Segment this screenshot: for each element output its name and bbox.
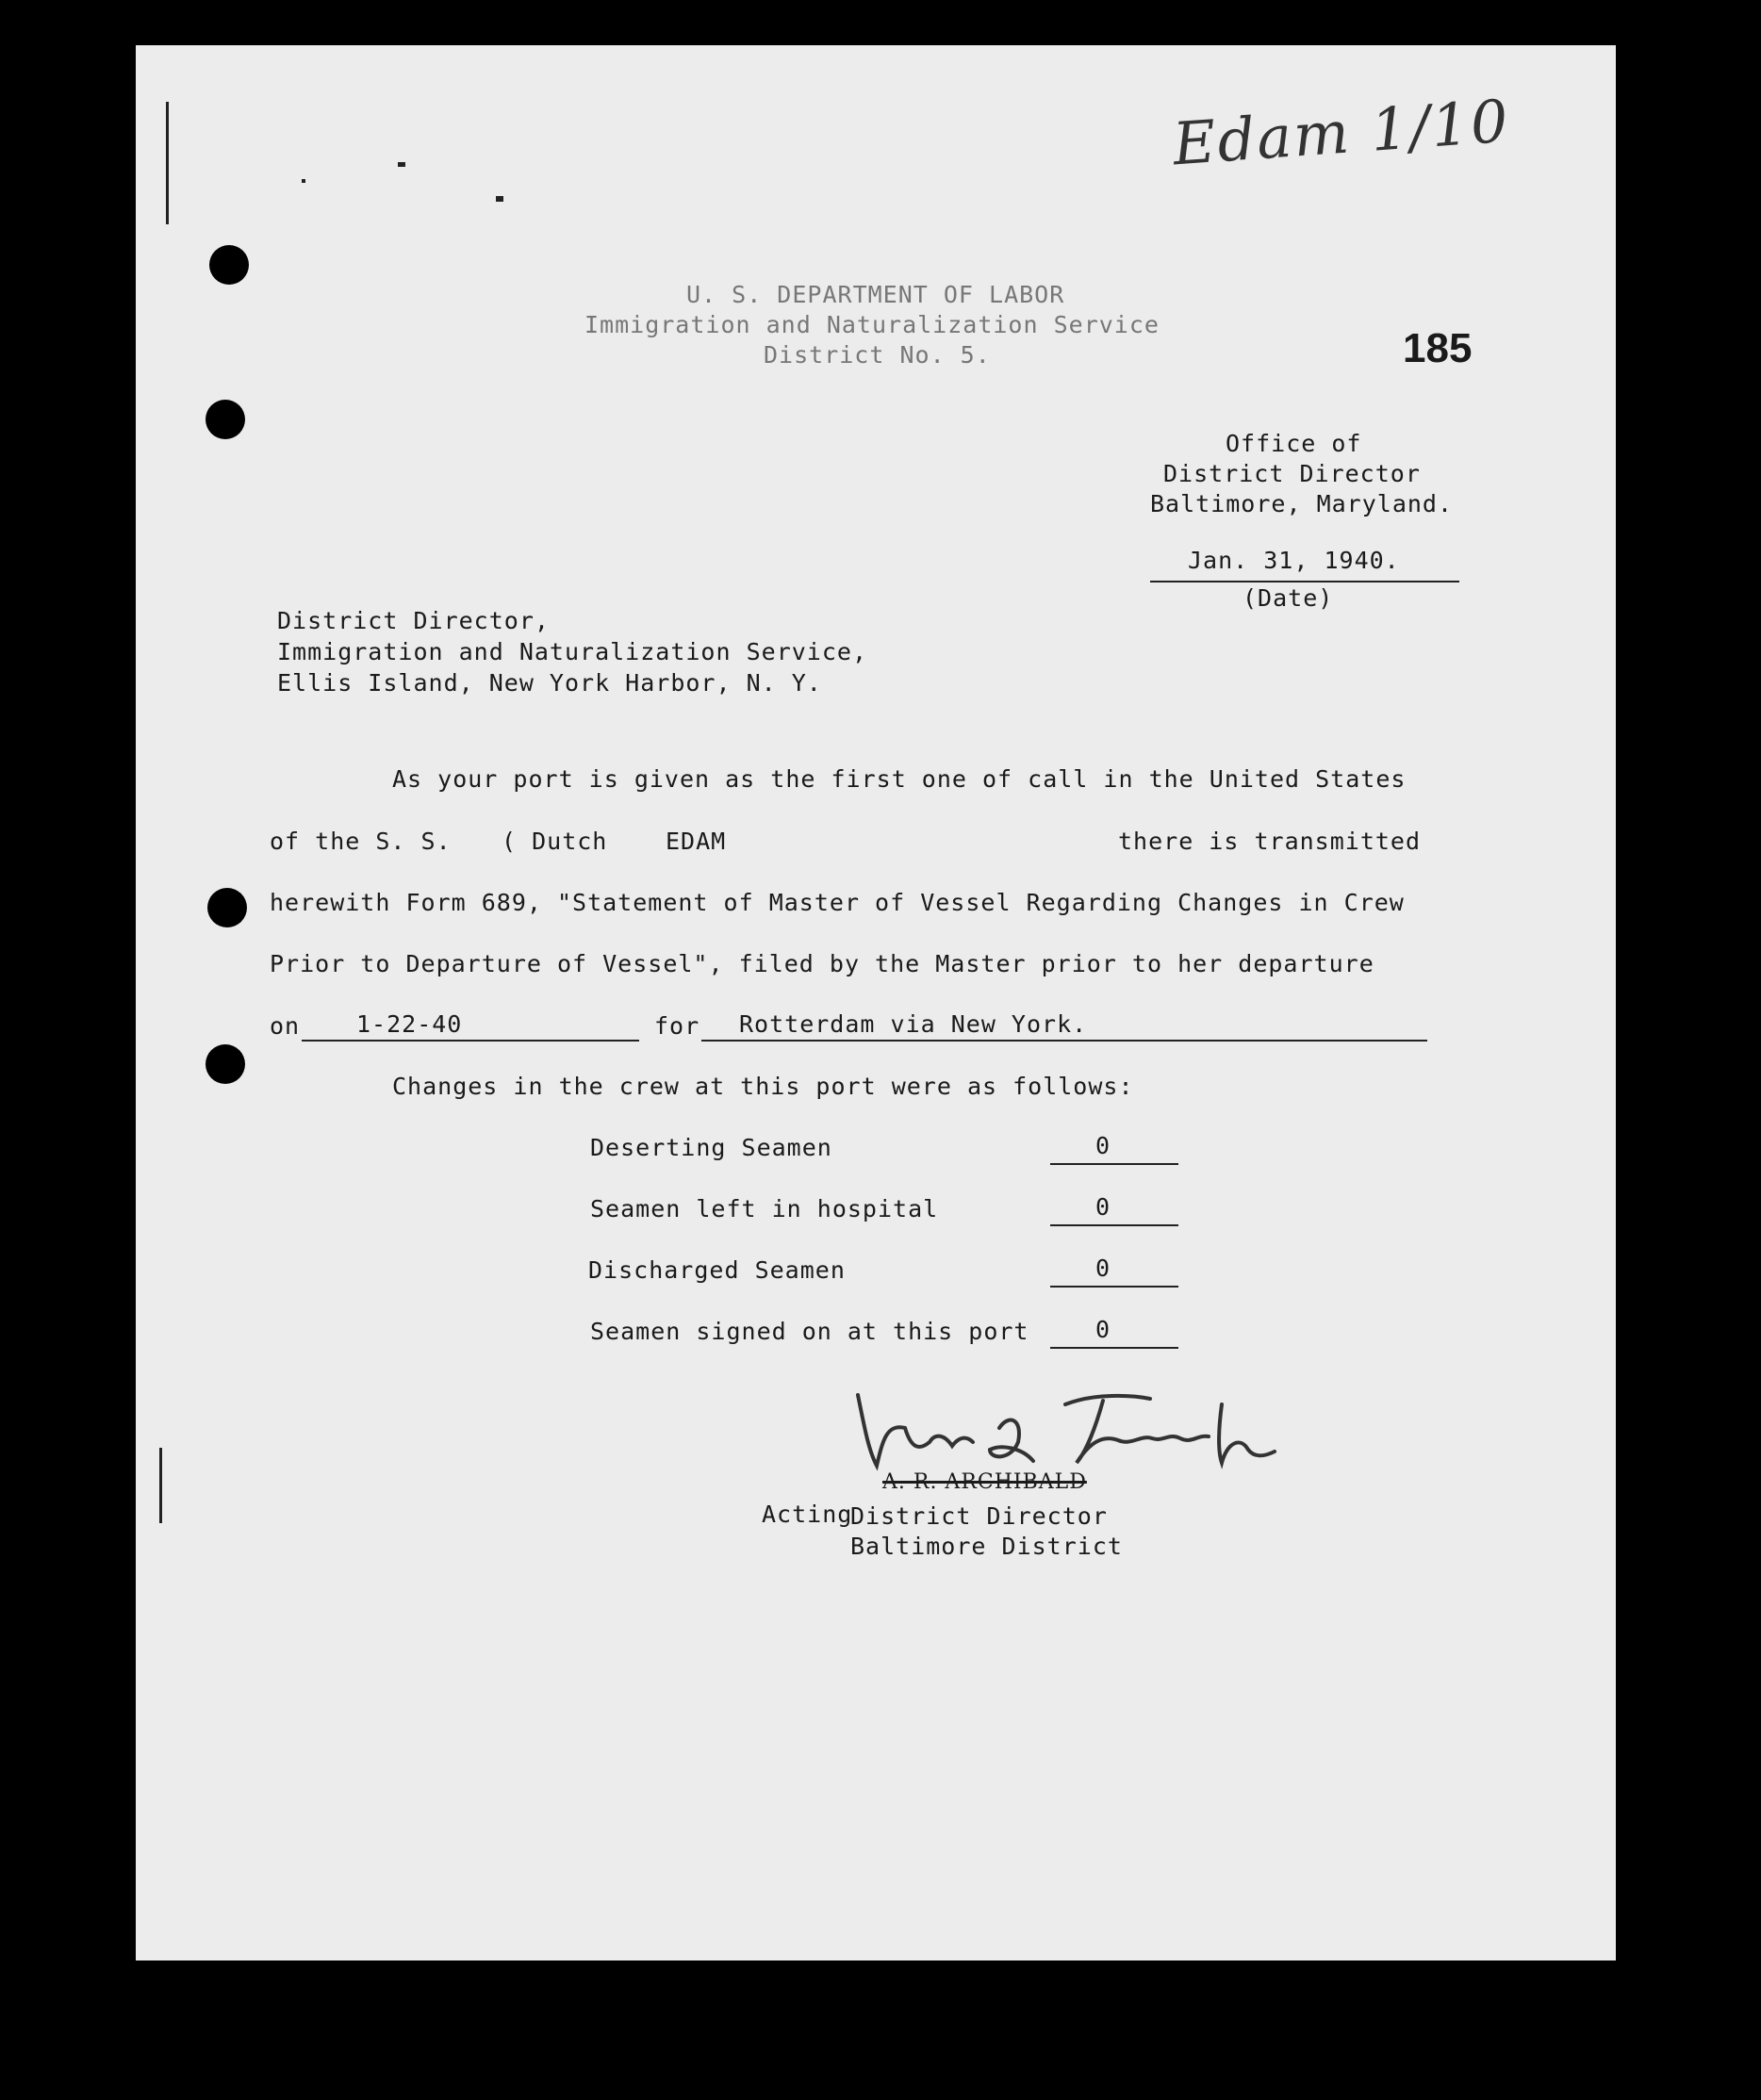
signatory-district: Baltimore District — [850, 1533, 1123, 1560]
signatory-title: District Director — [850, 1502, 1108, 1530]
addressee-line-2: Immigration and Naturalization Service, — [277, 638, 867, 665]
for-label: for — [654, 1012, 700, 1040]
sender-office-line-1: Office of — [1226, 430, 1362, 457]
crew-change-value: 0 — [1095, 1132, 1111, 1159]
destination-rule — [701, 1040, 1427, 1042]
crew-change-value: 0 — [1095, 1255, 1111, 1282]
changes-intro: Changes in the crew at this port were as follows: — [392, 1073, 1134, 1100]
vessel-nationality: ( Dutch — [502, 828, 608, 855]
page-number: 185 — [1403, 325, 1473, 371]
mark — [302, 179, 305, 183]
document-page — [136, 45, 1616, 1961]
handwritten-note: Edam 1/10 — [1170, 86, 1512, 179]
value-rule — [1050, 1224, 1178, 1226]
punch-hole — [206, 400, 245, 439]
crew-change-label: Deserting Seamen — [590, 1134, 832, 1161]
signature-scribble — [848, 1376, 1339, 1480]
mark — [159, 1448, 162, 1523]
value-rule — [1050, 1347, 1178, 1349]
sender-office-line-3: Baltimore, Maryland. — [1150, 490, 1454, 517]
vessel-name: EDAM — [666, 828, 727, 855]
punch-hole — [209, 245, 249, 285]
punch-hole — [207, 888, 247, 927]
body-line-4: Prior to Departure of Vessel", filed by the Master prior to her departure — [270, 950, 1374, 977]
sender-office-line-2: District Director — [1163, 460, 1421, 487]
on-label: on — [270, 1012, 301, 1040]
date-caption: (Date) — [1243, 584, 1334, 612]
mark — [496, 196, 503, 202]
mark — [398, 162, 405, 167]
mark — [166, 102, 169, 224]
addressee-line-3: Ellis Island, New York Harbor, N. Y. — [277, 669, 822, 697]
value-rule — [1050, 1163, 1178, 1165]
departure-date: 1-22-40 — [356, 1010, 463, 1038]
letterhead-line-2: Immigration and Naturalization Service — [584, 311, 1160, 338]
letterhead-line-3: District No. 5. — [764, 341, 991, 369]
struck-name: A. R. ARCHIBALD — [882, 1470, 1087, 1494]
crew-change-value: 0 — [1095, 1316, 1111, 1343]
body-transmitted: there is transmitted — [1118, 828, 1422, 855]
crew-change-label: Seamen left in hospital — [590, 1195, 939, 1222]
punch-hole — [206, 1044, 245, 1084]
addressee-line-1: District Director, — [277, 607, 550, 634]
crew-change-label: Seamen signed on at this port — [590, 1318, 1029, 1345]
destination: Rotterdam via New York. — [739, 1010, 1088, 1038]
value-rule — [1050, 1286, 1178, 1288]
body-of-the-ss: of the S. S. — [270, 828, 452, 855]
letter-date: Jan. 31, 1940. — [1188, 547, 1400, 574]
body-line-1: As your port is given as the first one of call in the United States — [392, 765, 1407, 793]
crew-change-value: 0 — [1095, 1193, 1111, 1221]
crew-change-label: Discharged Seamen — [588, 1256, 846, 1284]
letterhead-line-1: U. S. DEPARTMENT OF LABOR — [686, 281, 1065, 308]
acting-label: Acting — [762, 1501, 853, 1528]
departure-date-rule — [302, 1040, 639, 1042]
body-line-3: herewith Form 689, "Statement of Master of Vessel Regarding Changes in Crew — [270, 889, 1405, 916]
date-rule — [1150, 581, 1459, 582]
